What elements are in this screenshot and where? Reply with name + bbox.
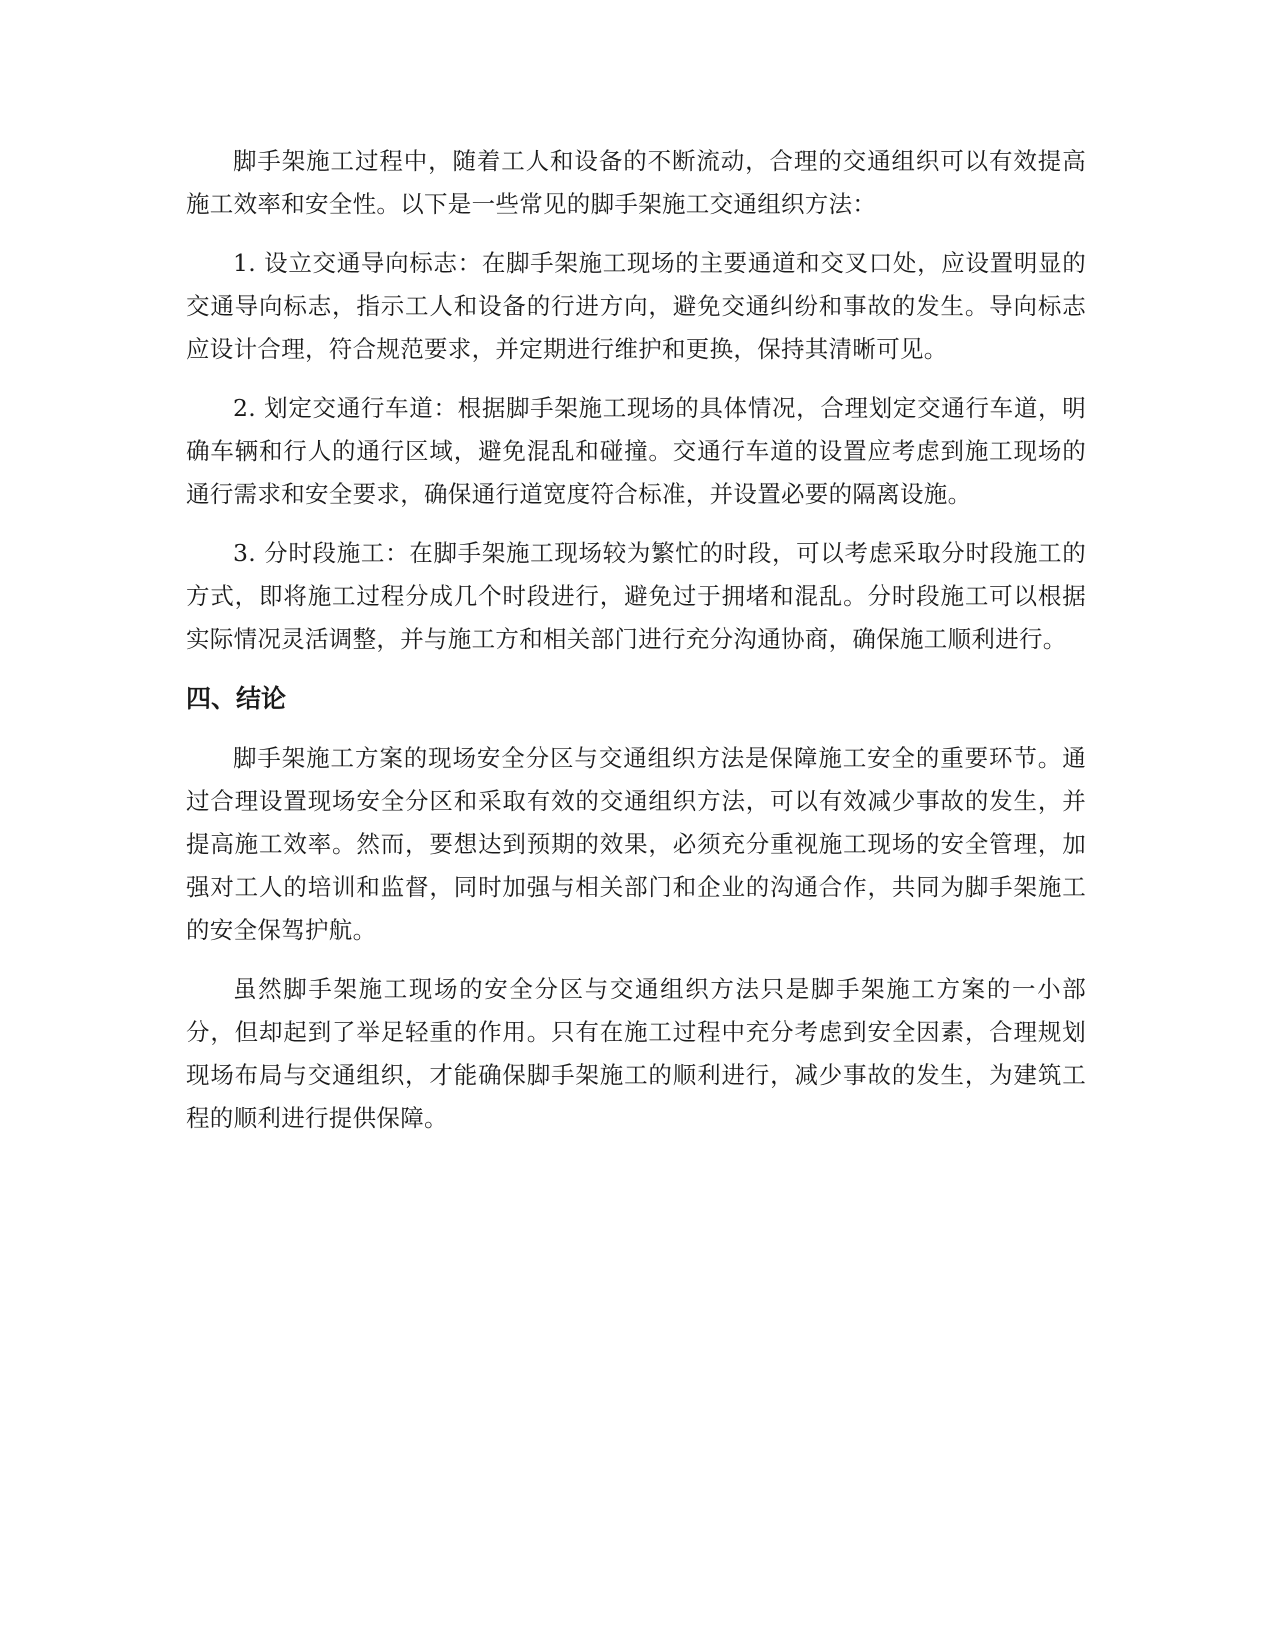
method-3-paragraph: 3. 分时段施工：在脚手架施工现场较为繁忙的时段，可以考虑采取分时段施工的方式，即将施工过程分成几个时段进行，避免过于拥堵和混乱。分时段施工可以根据实际情况灵活调整，并与施工方和相关部门进行充分沟通协商，确保施工顺利进行。 — [186, 539, 1086, 653]
conclusion-paragraph-1: 脚手架施工方案的现场安全分区与交通组织方法是保障施工安全的重要环节。通过合理设置现场安全分区和采取有效的交通组织方法，可以有效减少事故的发生，并提高施工效率。然而，要想达到预期的效果，必须充分重视施工现场的安全管理，加强对工人的培训和监督，同时加强与相关部门和企业的沟通合作，共同为脚手架施工的安全保驾护航。 — [186, 744, 1086, 944]
document-page — [186, 140, 1086, 1156]
method-1-paragraph: 1. 设立交通导向标志：在脚手架施工现场的主要通道和交叉口处，应设置明显的交通导向标志，指示工人和设备的行进方向，避免交通纠纷和事故的发生。导向标志应设计合理，符合规范要求，并定期进行维护和更换，保持其清晰可见。 — [186, 249, 1086, 363]
intro-paragraph: 脚手架施工过程中，随着工人和设备的不断流动，合理的交通组织可以有效提高施工效率和安全性。以下是一些常见的脚手架施工交通组织方法： — [186, 147, 1086, 218]
section-heading-conclusion: 四、结论 — [186, 684, 287, 713]
method-2-paragraph: 2. 划定交通行车道：根据脚手架施工现场的具体情况，合理划定交通行车道，明确车辆和行人的通行区域，避免混乱和碰撞。交通行车道的设置应考虑到施工现场的通行需求和安全要求，确保通行道宽度符合标准，并设置必要的隔离设施。 — [186, 394, 1086, 508]
conclusion-paragraph-2: 虽然脚手架施工现场的安全分区与交通组织方法只是脚手架施工方案的一小部分，但却起到了举足轻重的作用。只有在施工过程中充分考虑到安全因素，合理规划现场布局与交通组织，才能确保脚手架施工的顺利进行，减少事故的发生，为建筑工程的顺利进行提供保障。 — [186, 975, 1086, 1132]
